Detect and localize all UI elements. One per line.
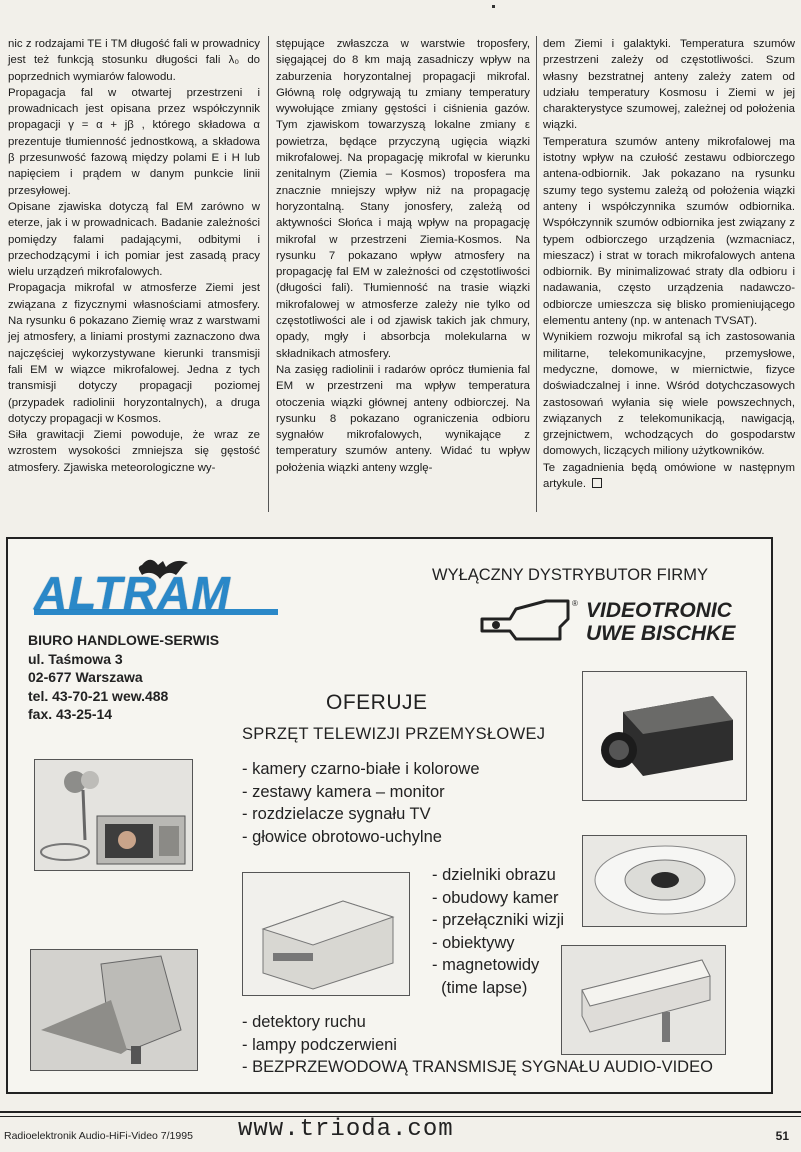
dome-camera-photo: [582, 835, 747, 927]
top-mark: [492, 5, 495, 8]
paragraph-text: Te zagadnienia będą omówione w następnym artykule.: [543, 461, 795, 491]
paragraph: nic z rodzajami TE i TM długość fali w prowadnicy jest też funkcją stosunku długości fali λ₀ do poprzednich wymiarów falowodu.: [8, 38, 260, 83]
list-item: - detektory ruchu: [242, 1013, 366, 1031]
camera-outline-icon: [476, 597, 576, 647]
list-item: - lampy podczerwieni: [242, 1035, 397, 1054]
video-recorder-photo: [242, 872, 410, 996]
paragraph: Opisane zjawiska dotyczą fal EM zarówno w eterze, jak i w prowadnicach. Badanie zależności pomiędzy falami padającymi, odbitymi i przechodzącymi i ich pomiar jest zasadą pracy wielu urządzeń mikrofalowych.: [8, 200, 260, 279]
office-address: [28, 631, 219, 724]
list-item: - obudowy kamer: [432, 888, 559, 907]
brand-name: ALTRAM: [34, 567, 231, 619]
website: www.trioda.com: [238, 1116, 454, 1143]
list-item: - zestawy kamera – monitor: [242, 782, 445, 801]
footer-rule: [0, 1111, 801, 1113]
product-list-1: [242, 758, 480, 848]
list-item: - obiektywy: [432, 933, 515, 952]
camera-monitor-set-photo: [34, 759, 193, 871]
paragraph: stępujące zwłaszcza w warstwie troposfery, sięgającej do 8 km mają zasadniczy wpływ na zaburzenia horyzontalnej propagacji mikrofal. Główną rolę odgrywają tu zmiany temperatury wywołujące zmiany gęstości i ciśnienia gazów. Tym zjawiskom towarzyszą lokalne zmiany ε powietrza, będące przyczyną ugięcia wiązki mikrofalowej. Na propagację mikrofal w kierunku zenitalnym (Ziemia – Kosmos) troposfera ma znacznie mniejszy wpływ niż na propagację horyzontalną. Stany jonosfery, zależą od aktywności Słońca i mają wpływ na propagację mikrofal w przestrzeni Ziemia-Kosmos. Na rysunku 7 pokazano wpływ atmosfery na propagację fal EM w zależności od częstotliwości (długości fali). Tłumienność na trasie wiązki mikrofalowej w atmosferze zależy nie tylko od częstotliwości ale i od zjawisk takich jak chmury, opady, mgły i absorbcja molekularna w składnikach atmosfery.: [276, 38, 530, 360]
offer-title: OFERUJE: [326, 691, 428, 714]
article-column-3: [543, 36, 795, 492]
office-line: 02-677 Warszawa: [28, 669, 143, 685]
registered-mark: ®: [572, 599, 578, 608]
ccd-camera-photo: [582, 671, 747, 801]
partner-line-1: VIDEOTRONIC: [586, 599, 732, 622]
exclusive-distributor: WYŁĄCZNY DYSTRYBUTOR FIRMY: [432, 566, 708, 584]
list-item: - magnetowidy: [432, 956, 540, 975]
column-divider: [268, 36, 269, 512]
list-item: - dzielniki obrazu: [432, 866, 556, 884]
list-item: - kamery czarno-białe i kolorowe: [242, 760, 480, 778]
list-item: - przełączniki wizji: [432, 911, 565, 930]
paragraph: Na zasięg radiolinii i radarów oprócz tłumienia fal EM w przestrzeni ma wpływ temperatura otoczenia wiązki głównej anteny odbiorczej. Na rysunku 8 pokazano ograniczenia odbioru sygnałów mikrofalowych, wynikające z temperatury szumów anteny. Widać tu wpływ położenia wiązki anteny wzglę-: [276, 363, 530, 474]
list-item: - głowice obrotowo-uchylne: [242, 827, 442, 846]
paragraph: Siła grawitacji Ziemi powoduje, że wraz ze wzrostem wysokości zmniejsza się gęstość atmosfery. Zjawiska meteorologiczne wy-: [8, 429, 260, 474]
paragraph: Temperatura szumów anteny mikrofalowej ma istotny wpływ na czułość zestawu odbiorczego antena-odbiornik. Jak pokazano na rysunku szumy tego systemu zależą od położenia wiązki anteny i współczynnika szumów odbiornika. Współczynnik szumów odbiornika jest związany z typem odbiorczego urządzenia (wzmacniacz, mieszacz) i strat w torach mikrofalowych antena odbiornik. By minimalizować straty dla odbioru i nadawania, często urządzenia nadawczo-odbiorcze umieszcza się blisko promieniującego elementu anteny (np. w antenach TVSAT).: [543, 135, 795, 328]
paragraph: Propagacja mikrofal w atmosferze Ziemi jest związana z fizycznymi własnościami atmosfery. Na rysunku 6 pokazano Ziemię wraz z warstwami jej atmosfery, a liniami prostymi zaznaczono dwa najczęściej wykorzystywane kierunki transmisji fali EM w wiązce mikrofalowej. Jedna z tych transmisji dotyczy propagacji poziomej (przypadek radiolinii horyzontalnych), a druga dotyczy propagacji w Kosmos.: [8, 282, 260, 425]
paragraph: Propagacja fal w otwartej przestrzeni i prowadnicach jest opisana przez współczynnik propagacji γ = α + jβ , którego składowa α prezentuje tłumienność jednostkową, a składowa β przesunwość fazową między polami E i H lub napięciem i prądem w danym punkcie linii przesyłowej.: [8, 86, 260, 197]
advertisement: [6, 537, 773, 1094]
page-number: 51: [775, 1129, 789, 1143]
office-line: fax. 43-25-14: [28, 706, 113, 722]
partner-name: [586, 599, 735, 645]
magazine-name: Radioelektronik Audio-HiFi-Video 7/1995: [4, 1130, 193, 1142]
list-item: - BEZPRZEWODOWĄ TRANSMISJĘ SYGNAŁU AUDIO-VIDEO: [242, 1058, 713, 1077]
offer-subtitle: SPRZĘT TELEWIZJI PRZEMYSŁOWEJ: [242, 725, 546, 743]
camera-housing-photo: [30, 949, 198, 1071]
outdoor-housing-photo: [561, 945, 726, 1055]
office-line: ul. Taśmowa 3: [28, 650, 123, 667]
paragraph: [543, 460, 795, 493]
list-item: (time lapse): [432, 978, 528, 997]
paragraph: dem Ziemi i galaktyki. Temperatura szumów przestrzeni zależy od częstotliwości. Szum własny bezstratnej anteny zależy zatem od udziału temperatury Kosmosu i Ziemi w jej charakterystyce szumowej, zależnej od położenia wiązki.: [543, 38, 795, 132]
product-list-2: [432, 864, 564, 1000]
end-of-article-mark: [592, 478, 602, 488]
office-line: BIURO HANDLOWE-SERWIS: [28, 632, 220, 648]
article-column-2: [276, 36, 530, 476]
paragraph: Wynikiem rozwoju mikrofal są ich zastosowania militarne, telekomunikacyjne, przemysłowe, medyczne, domowe, w miernictwie, fizyce doświadczalnej i inne. Wśród dotychczasowych zastosowań wyłania się wiele powszechnych, związanych z telekomunikacją, nawigacją, grzejnictwem, wchodzących do gospodarstw domowych, liczących miliony użytkowników.: [543, 331, 795, 458]
office-line: tel. 43-70-21 wew.488: [28, 687, 169, 704]
article-column-1: [8, 36, 260, 476]
column-divider: [536, 36, 537, 512]
partner-line-2: UWE BISCHKE: [586, 622, 736, 645]
list-item: - rozdzielacze sygnału TV: [242, 805, 431, 824]
